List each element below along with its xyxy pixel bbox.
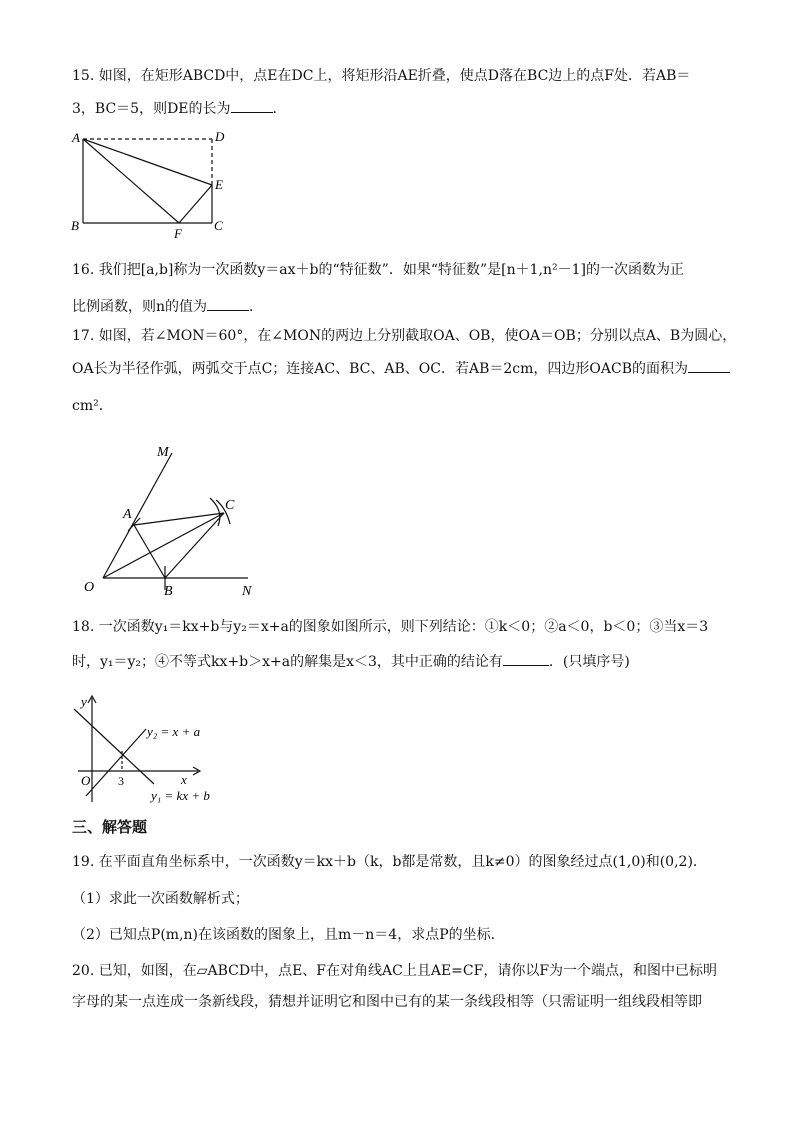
q15-text-line2 xyxy=(72,98,287,119)
q16-text-line2-end: ． xyxy=(249,299,264,315)
q17-label-m: M xyxy=(157,445,169,460)
q16-text-line1: 16. 我们把[a,b]称为一次函数y＝ax＋b的“特征数”．如果“特征数”是[n＋1,n²－1]的一次函数为正 xyxy=(72,262,684,278)
q17-segment-bc xyxy=(165,513,224,578)
q15-rectangle-figure xyxy=(66,126,236,242)
q18-origin-label: O xyxy=(81,773,91,788)
q15-segment-af xyxy=(83,139,179,223)
q15-label-c: C xyxy=(214,218,223,233)
q15-segment-ae xyxy=(83,139,212,185)
q17-text-line1: 17. 如图，若∠MON＝60°，在∠MON的两边上分别截取OA、OB，使OA＝OB；分别以点A、B为圆心， xyxy=(72,328,737,344)
q18-text-line2-body: 时，y₁＝y₂；④不等式kx+b＞x+a的解集是x＜3，其中正确的结论有 xyxy=(72,654,503,670)
q15-text-line1: 15. 如图，在矩形ABCD中，点E在DC上，将矩形沿AE折叠，使点D落在BC边上的点F处．若AB＝ xyxy=(72,68,691,84)
q20-text-line1: 20. 已知，如图，在▱ABCD中，点E、F在对角线AC上且AE=CF，请你以F为一个端点，和图中已标明 xyxy=(72,963,718,979)
q19-part2: （2）已知点P(m,n)在该函数的图象上，且m－n＝4，求点P的坐标． xyxy=(72,927,505,943)
q18-answer-blank[interactable] xyxy=(503,651,549,666)
section-heading: 三、解答题 xyxy=(72,818,148,836)
q17-label-n: N xyxy=(242,584,252,599)
q19-text-line1: 19. 在平面直角坐标系中，一次函数y＝kx＋b（k，b都是常数，且k≠0）的图象经过点(1,0)和(0,2)． xyxy=(72,854,707,870)
q15-label-e: E xyxy=(215,177,223,192)
q18-text-line1: 18. 一次函数y₁＝kx+b与y₂＝x+a的图象如图所示，则下列结论：①k＜0；②a＜0，b＜0；③当x＝3 xyxy=(72,619,709,635)
q18-line2-label: y₂ = x + a xyxy=(147,724,201,739)
q18-y-label: y xyxy=(81,694,87,709)
q17-label-a: A xyxy=(123,507,132,522)
q20-text-line2: 字母的某一点连成一条新线段，猜想并证明它和图中已有的某一条线段相等（只需证明一组线段相等即 xyxy=(72,994,702,1010)
q15-text-line2-body: 3，BC＝5，则DE的长为 xyxy=(72,101,231,117)
q15-label-b: B xyxy=(71,218,79,233)
q15-label-d: D xyxy=(215,129,225,144)
q19-part1: （1）求此一次函数解析式； xyxy=(72,891,249,907)
q17-segment-ac xyxy=(134,513,224,525)
q18-text-line2 xyxy=(72,651,630,672)
q18-text-line2-end: ．(只填序号) xyxy=(548,654,630,670)
q16-text-line2 xyxy=(72,296,263,317)
q17-text-line3: cm²． xyxy=(72,398,113,414)
q17-label-c: C xyxy=(225,498,235,513)
q17-text-line2 xyxy=(72,358,730,379)
q17-segment-ab xyxy=(134,525,165,578)
q18-tick-label: 3 xyxy=(118,774,124,788)
q18-graph-figure xyxy=(68,692,238,810)
q15-label-a: A xyxy=(72,130,80,145)
q18-line-y2 xyxy=(86,729,146,796)
q17-label-o: O xyxy=(84,580,95,595)
q18-line1-label: y₁ = kx + b xyxy=(151,788,210,803)
q15-segment-fe xyxy=(179,185,212,223)
q18-x-label: x xyxy=(181,772,187,787)
q16-text-line2-body: 比例函数，则n的值为 xyxy=(72,299,208,315)
q17-angle-figure xyxy=(78,438,268,604)
q15-text-line2-end: ． xyxy=(272,101,287,117)
q17-text-line2-body: OA长为半径作弧，两弧交于点C；连接AC、BC、AB、OC．若AB＝2cm，四边形OACB的面积为 xyxy=(72,361,688,377)
q15-answer-blank[interactable] xyxy=(231,98,273,113)
q16-answer-blank[interactable] xyxy=(207,296,249,311)
q15-label-f: F xyxy=(174,226,182,241)
q17-answer-blank[interactable] xyxy=(688,358,730,373)
q17-label-b: B xyxy=(164,584,173,599)
